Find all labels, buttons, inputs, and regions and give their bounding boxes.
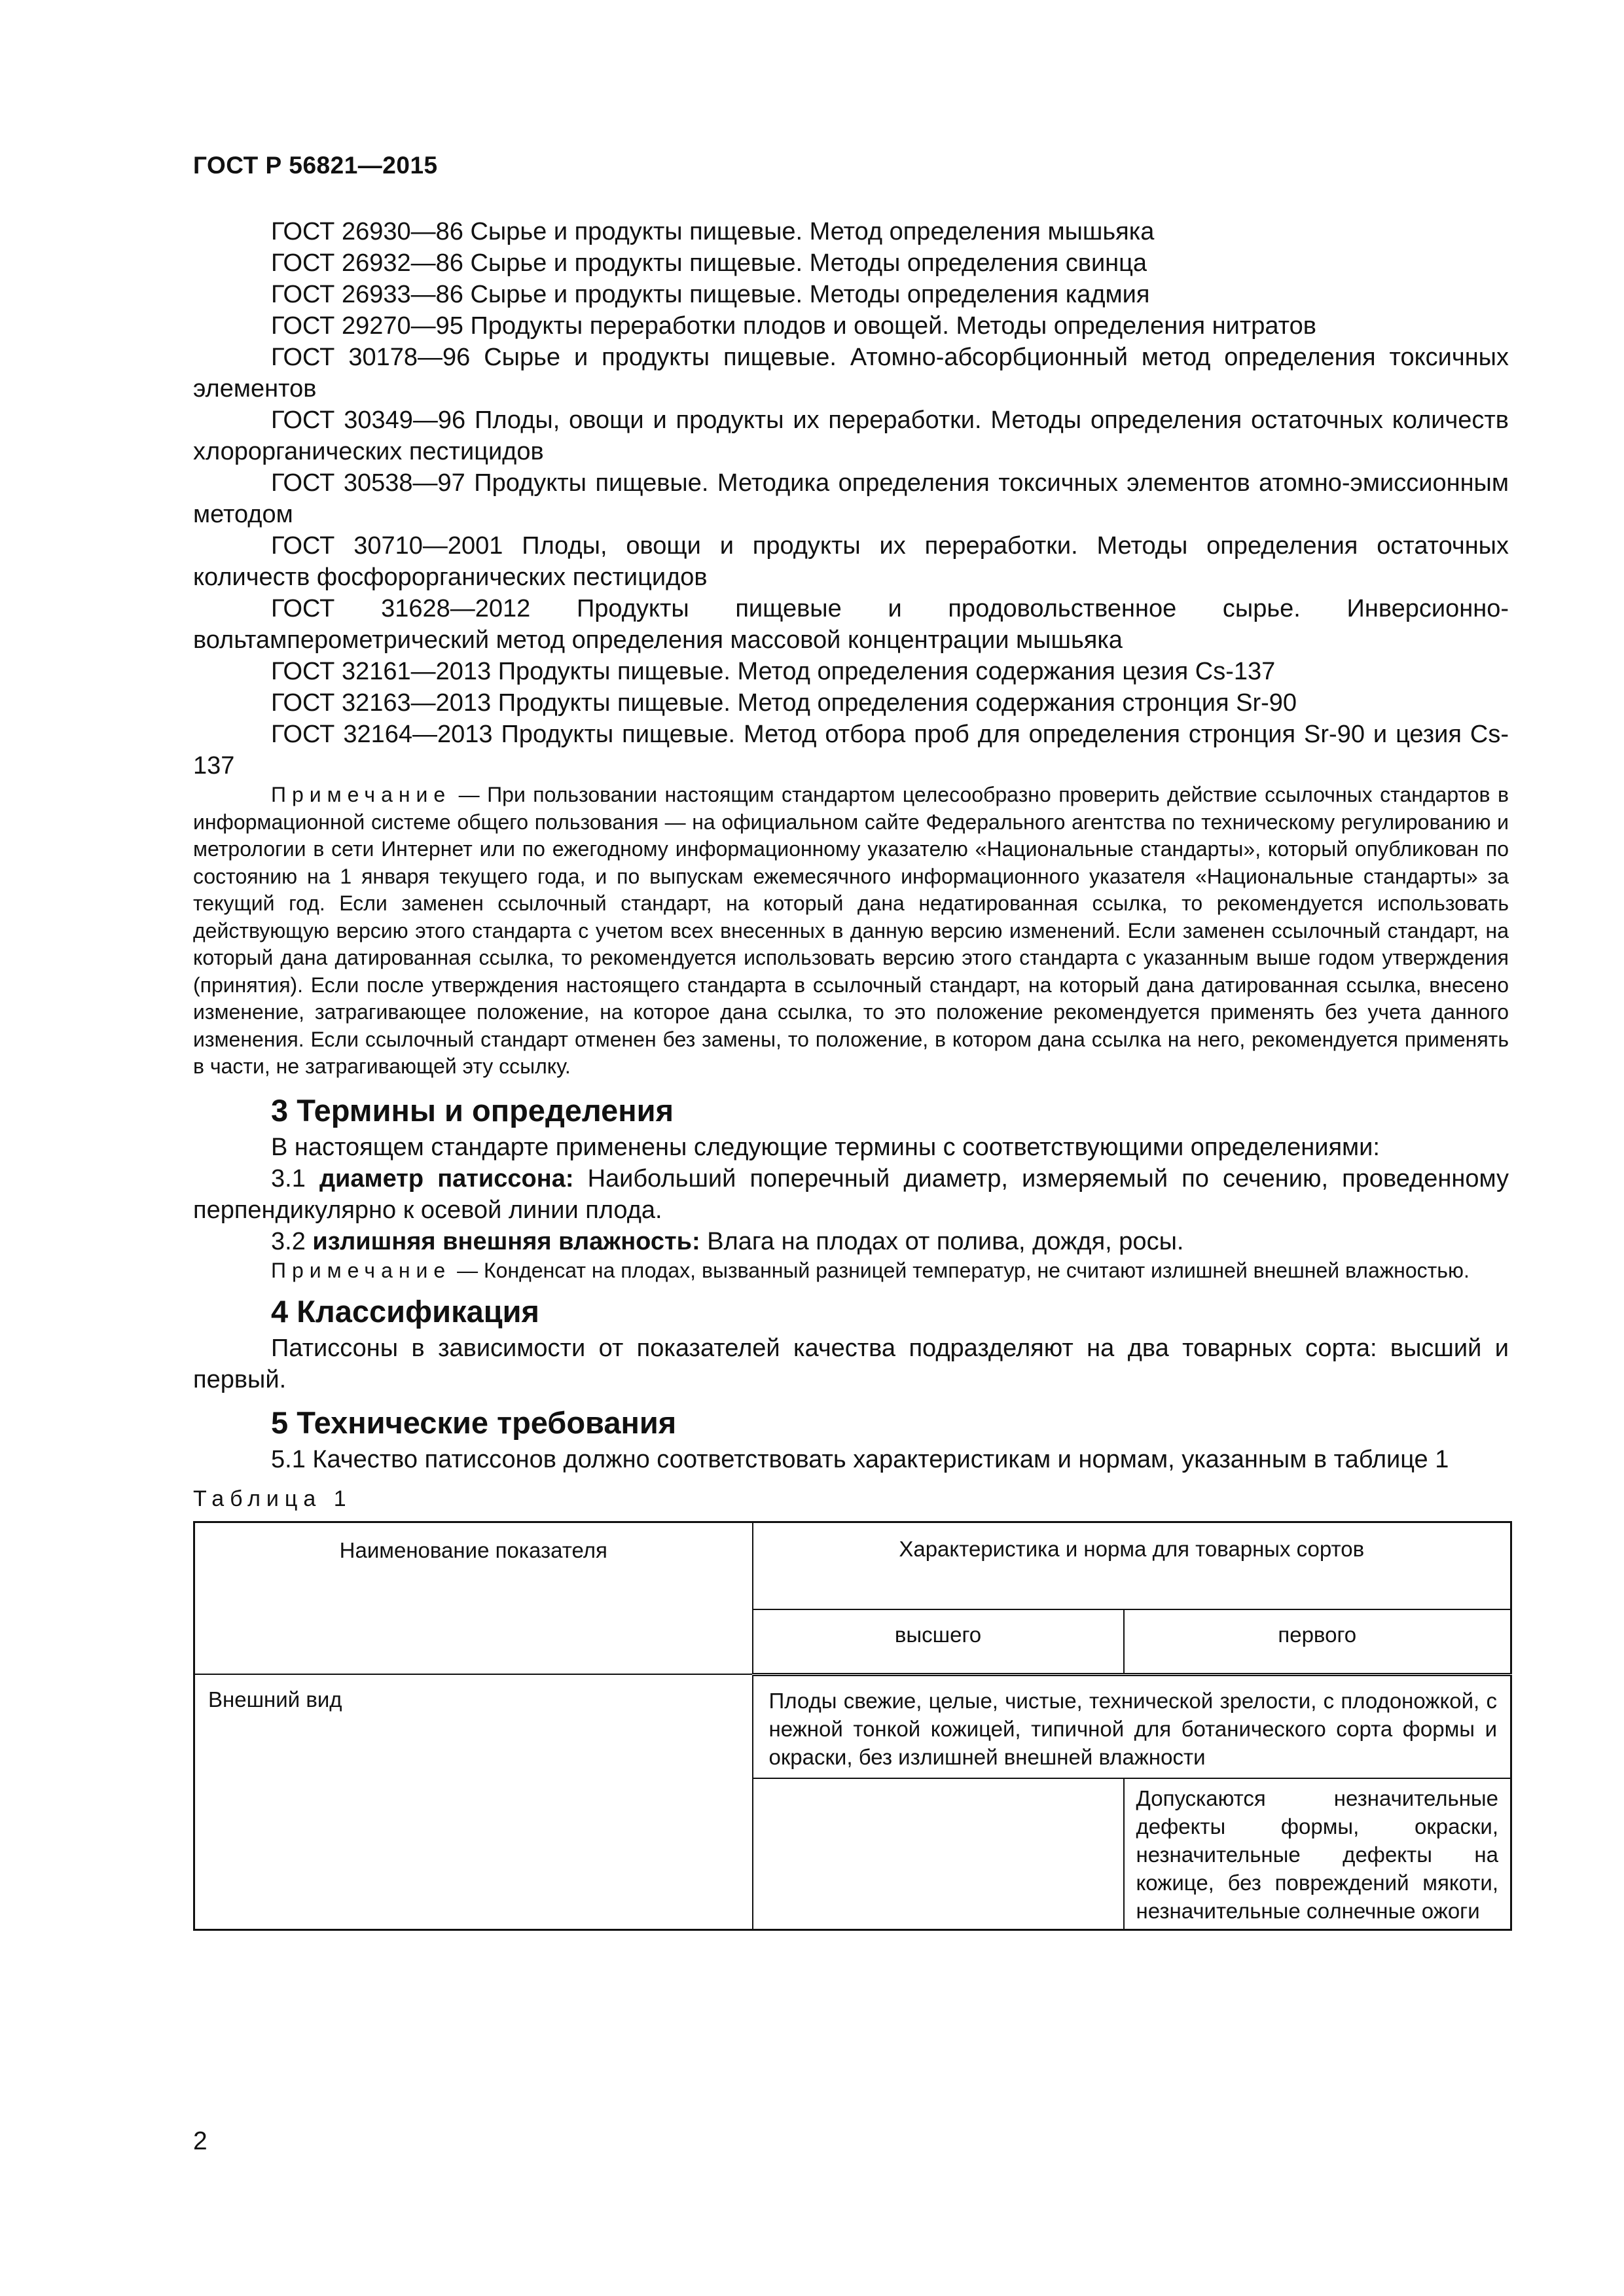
references-note bbox=[193, 781, 1509, 1081]
document-header: ГОСТ Р 56821—2015 bbox=[193, 152, 438, 179]
quality-table bbox=[193, 1521, 1512, 1931]
reference-item: ГОСТ 30349—96 Плоды, овощи и продукты их переработки. Методы определения остаточных количеств хлорорганических пестицидов bbox=[193, 406, 1509, 465]
references-list bbox=[193, 216, 1509, 781]
table-caption: Таблица 1 bbox=[193, 1486, 352, 1511]
section-5-heading: 5 Технические требования bbox=[271, 1405, 677, 1440]
row-top-grade-empty bbox=[753, 1778, 1124, 1930]
term-3-2 bbox=[193, 1226, 1509, 1257]
term-definition: Влага на плодах от полива, дождя, росы. bbox=[700, 1227, 1184, 1255]
header-indicator-name: Наименование показателя bbox=[194, 1522, 753, 1675]
header-grade-first: первого bbox=[1124, 1609, 1511, 1674]
reference-item: ГОСТ 30710—2001 Плоды, овощи и продукты их переработки. Методы определения остаточных количеств фосфорорганических пестицидов bbox=[193, 532, 1509, 591]
reference-item: ГОСТ 30178—96 Сырье и продукты пищевые. Атомно-абсорбционный метод определения токсичных элементов bbox=[193, 344, 1509, 403]
row-both-grades-value: Плоды свежие, целые, чистые, технической зрелости, с плодоножкой, с нежной тонкой кожицей, типичной для ботанического сорта формы и окраски, без излишней внешней влажности bbox=[753, 1674, 1511, 1778]
reference-item: ГОСТ 32161—2013 Продукты пищевые. Метод определения содержания цезия Cs-137 bbox=[271, 658, 1276, 685]
term-definition: Наибольший поперечный диаметр, измеряемый по сечению, проведенному перпендикулярно к осевой линии плода. bbox=[193, 1164, 1509, 1224]
reference-item: ГОСТ 31628—2012 Продукты пищевые и продовольственное сырье. Инверсионно-вольтамперометрический метод определения массовой концентрации мышьяка bbox=[193, 595, 1509, 654]
note-text: — При пользовании настоящим стандартом целесообразно проверить действие ссылочных стандартов в информационной системе общего пользования — на официальном сайте Федерального агентства по техническому регулированию и метрологии в сети Интернет или по ежегодному информационному указателю «Национальные стандарты», который опубликован по состоянию на 1 января текущего года, и по выпускам ежемесячного информационного указателя «Национальные стандарты» за текущий год. Если заменен ссылочный стандарт, на который дана недатированная ссылка, то рекомендуется использовать действующую версию этого стандарта с учетом всех внесенных в данную версию изменений. Если заменен ссылочный стандарт, на который дана датированная ссылка, то рекомендуется использовать версию этого стандарта с указанным выше годом утверждения (принятия). Если после утверждения настоящего стандарта в ссылочный стандарт, на который дана датированная ссылка, внесено изменение, затрагивающее положение, на которое дана ссылка, то это положение рекомендуется применять без учета данного изменения. Если ссылочный стандарт отменен без замены, то положение, в котором дана ссылка на него, рекомендуется применять в части, не затрагивающей эту ссылку. bbox=[193, 783, 1509, 1078]
row-first-grade-value: Допускаются незначительные дефекты формы, окраски, незначительные дефекты на кожице, без повреждений мякоти, незначительные солнечные ожоги bbox=[1124, 1778, 1511, 1930]
note-label: Примечание bbox=[271, 783, 452, 806]
terms-note bbox=[193, 1257, 1509, 1285]
note-text: — Конденсат на плодах, вызванный разницей температур, не считают излишней внешней влажностью. bbox=[451, 1258, 1470, 1282]
reference-item: ГОСТ 32164—2013 Продукты пищевые. Метод отбора проб для определения стронция Sr-90 и цезия Cs-137 bbox=[193, 721, 1509, 780]
section-3-heading: 3 Термины и определения bbox=[271, 1092, 674, 1128]
table-header-row bbox=[194, 1522, 1511, 1609]
reference-item: ГОСТ 26930—86 Сырье и продукты пищевые. Метод определения мышьяка bbox=[271, 218, 1155, 245]
term-name: диаметр патиссона: bbox=[319, 1164, 574, 1193]
reference-item: ГОСТ 32163—2013 Продукты пищевые. Метод определения содержания стронция Sr-90 bbox=[271, 689, 1297, 717]
term-3-1 bbox=[193, 1163, 1509, 1226]
reference-item: ГОСТ 26932—86 Сырье и продукты пищевые. Методы определения свинца bbox=[271, 249, 1147, 277]
page-content bbox=[193, 216, 1509, 1931]
table-row bbox=[194, 1674, 1511, 1778]
term-name: излишняя внешняя влажность: bbox=[312, 1227, 700, 1255]
reference-item: ГОСТ 26933—86 Сырье и продукты пищевые. Методы определения кадмия bbox=[271, 281, 1150, 308]
section-5-text: 5.1 Качество патиссонов должно соответствовать характеристикам и нормам, указанным в таблице 1 bbox=[271, 1446, 1449, 1473]
note-label: Примечание bbox=[271, 1258, 452, 1282]
row-indicator-name: Внешний вид bbox=[194, 1674, 753, 1929]
term-number: 3.2 bbox=[271, 1227, 313, 1255]
term-number: 3.1 bbox=[271, 1164, 319, 1193]
section-4-text: Патиссоны в зависимости от показателей качества подразделяют на два товарных сорта: высший и первый. bbox=[193, 1335, 1509, 1393]
header-characteristic-group: Характеристика и норма для товарных сортов bbox=[753, 1522, 1511, 1609]
reference-item: ГОСТ 29270—95 Продукты переработки плодов и овощей. Методы определения нитратов bbox=[271, 312, 1316, 340]
header-grade-top: высшего bbox=[753, 1609, 1124, 1674]
page-number: 2 bbox=[193, 2127, 208, 2155]
section-3-intro: В настоящем стандарте применены следующие термины с соответствующими определениями: bbox=[271, 1133, 1380, 1161]
section-4-heading: 4 Классификация bbox=[271, 1294, 539, 1329]
reference-item: ГОСТ 30538—97 Продукты пищевые. Методика определения токсичных элементов атомно-эмиссионным методом bbox=[193, 469, 1509, 528]
